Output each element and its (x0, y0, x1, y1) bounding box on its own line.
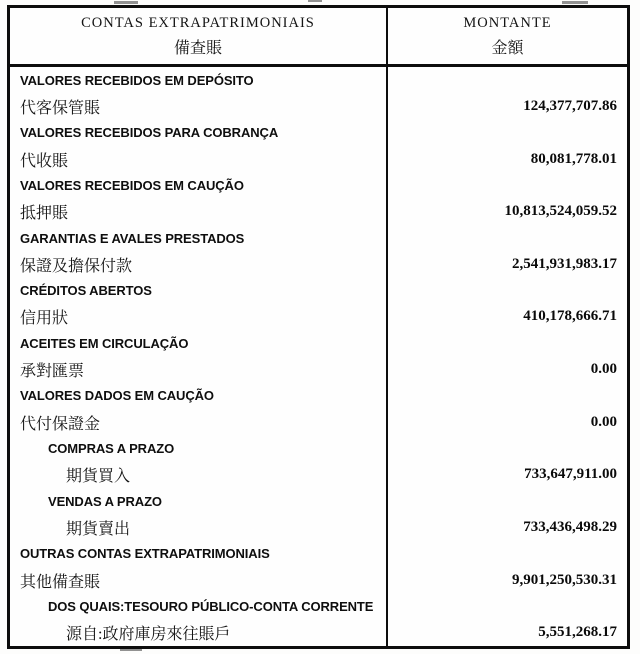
table-row (10, 435, 627, 461)
table-row (10, 383, 627, 409)
account-label: 信用狀 (10, 304, 388, 330)
account-label: VENDAS A PRAZO (10, 488, 388, 514)
scan-artifact (308, 0, 322, 2)
table-row (10, 541, 627, 567)
amount-value (388, 330, 627, 356)
account-label: 期貨賣出 (10, 514, 388, 540)
scan-artifact (120, 649, 142, 651)
table-row (10, 567, 627, 593)
amount-value: 733,436,498.29 (523, 518, 617, 535)
amount-value (388, 383, 627, 409)
account-label: VALORES DADOS EM CAUÇÃO (10, 383, 388, 409)
amount-value: 5,551,268.17 (538, 624, 617, 641)
table-row (10, 251, 627, 277)
amount-value (388, 67, 627, 93)
amount-value: 10,813,524,059.52 (504, 203, 617, 220)
amount-value (388, 488, 627, 514)
amount-value (388, 225, 627, 251)
extrapatrimonial-accounts-table (7, 5, 630, 649)
amount-value (388, 120, 627, 146)
account-label: CRÉDITOS ABERTOS (10, 278, 388, 304)
amount-value: 0.00 (590, 361, 617, 378)
amount-value: 9,901,250,530.31 (512, 571, 617, 588)
amount-header-zh: 金額 (491, 39, 524, 57)
table-body (10, 67, 627, 646)
table-row (10, 199, 627, 225)
table-row (10, 356, 627, 382)
amount-value (388, 435, 627, 461)
table-row (10, 462, 627, 488)
accounts-header-pt: CONTAS EXTRAPATRIMONIAIS (81, 14, 315, 31)
account-label: VALORES RECEBIDOS EM CAUÇÃO (10, 172, 388, 198)
table-row (10, 146, 627, 172)
table-row (10, 514, 627, 540)
account-label: 保證及擔保付款 (10, 251, 388, 277)
header-accounts-column (10, 8, 388, 64)
amount-value: 0.00 (590, 413, 617, 430)
header-amount-column (388, 8, 627, 64)
account-label: 其他備查賬 (10, 567, 388, 593)
account-label: VALORES RECEBIDOS PARA COBRANÇA (10, 120, 388, 146)
table-row (10, 120, 627, 146)
account-label: VALORES RECEBIDOS EM DEPÓSITO (10, 67, 388, 93)
table-row (10, 93, 627, 119)
accounts-header-zh: 備查賬 (173, 39, 222, 57)
account-label: 承對匯票 (10, 356, 388, 382)
account-label: 代客保管賬 (10, 93, 388, 119)
amount-value (388, 593, 627, 619)
amount-header-pt: MONTANTE (463, 14, 552, 31)
account-label: 期貨買入 (10, 462, 388, 488)
table-row (10, 225, 627, 251)
amount-value: 2,541,931,983.17 (512, 255, 617, 272)
table-header (10, 8, 627, 67)
amount-value (388, 541, 627, 567)
table-row (10, 620, 627, 646)
table-row (10, 409, 627, 435)
account-label: 抵押賬 (10, 199, 388, 225)
amount-value: 80,081,778.01 (530, 150, 617, 167)
table-row (10, 278, 627, 304)
amount-value: 410,178,666.71 (523, 308, 617, 325)
table-row (10, 488, 627, 514)
amount-value: 733,647,911.00 (524, 466, 617, 483)
account-label: 代付保證金 (10, 409, 388, 435)
amount-value (388, 172, 627, 198)
account-label: 代收賬 (10, 146, 388, 172)
amount-value (388, 278, 627, 304)
scan-artifact (114, 1, 138, 4)
table-row (10, 67, 627, 93)
table-row (10, 593, 627, 619)
account-label: OUTRAS CONTAS EXTRAPATRIMONIAIS (10, 541, 388, 567)
table-row (10, 172, 627, 198)
account-label: GARANTIAS E AVALES PRESTADOS (10, 225, 388, 251)
table-row (10, 330, 627, 356)
account-label: ACEITES EM CIRCULAÇÃO (10, 330, 388, 356)
account-label: 源自:政府庫房來往賬戶 (10, 620, 388, 646)
scan-artifact (562, 1, 588, 4)
amount-value: 124,377,707.86 (523, 97, 617, 114)
account-label: COMPRAS A PRAZO (10, 435, 388, 461)
account-label: DOS QUAIS:TESOURO PÚBLICO-CONTA CORRENTE (10, 593, 388, 619)
table-row (10, 304, 627, 330)
